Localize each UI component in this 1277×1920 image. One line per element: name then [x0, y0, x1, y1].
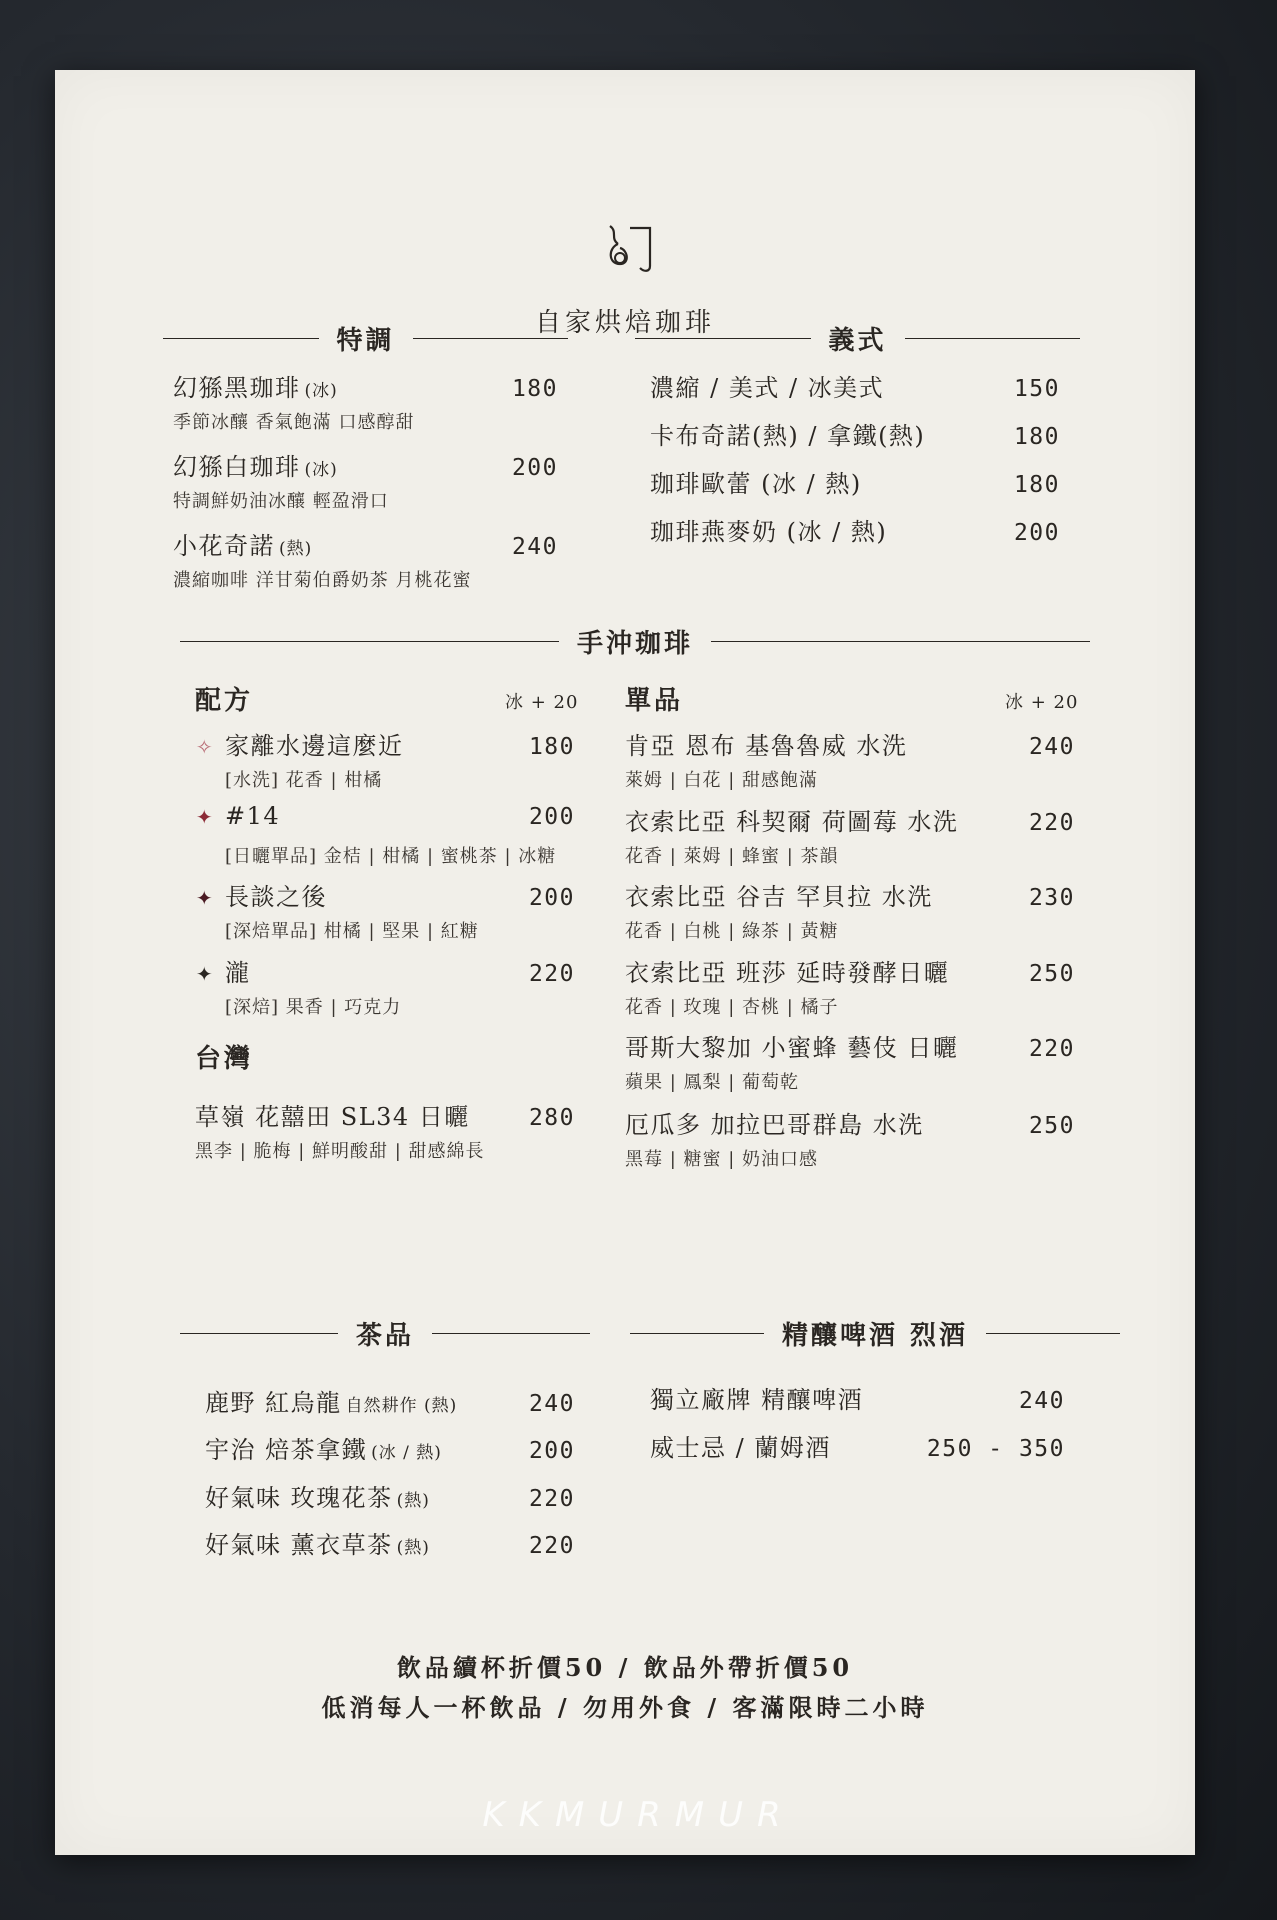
menu-item: ✧ 家離水邊這麼近 180	[195, 732, 575, 760]
menu-item: 濃縮 / 美式 / 冰美式 150	[650, 374, 1060, 402]
menu-item: 幻猻白珈琲 (冰) 200	[173, 453, 558, 481]
menu-item: 厄瓜多 加拉巴哥群島 水洗 250	[625, 1111, 1075, 1139]
menu-item-desc: 特調鮮奶油冰釀 輕盈滑口	[173, 491, 389, 512]
section-header-signature: 特調	[163, 320, 568, 357]
menu-item-desc: [深焙單品] 柑橘 | 堅果 | 紅糖	[225, 921, 479, 942]
footer-note: 飲品續杯折價50 / 飲品外帶折價50	[396, 1653, 854, 1682]
menu-card	[55, 70, 1195, 1855]
sparkle-icon: ✦	[195, 962, 215, 986]
menu-item: 珈琲燕麥奶 (冰 / 熱) 200	[650, 518, 1060, 546]
menu-item: 珈琲歐蕾 (冰 / 熱) 180	[650, 470, 1060, 498]
sparkle-icon: ✦	[195, 805, 215, 829]
menu-item-desc: 萊姆 | 白花 | 甜感飽滿	[625, 770, 819, 791]
menu-item: 卡布奇諾(熱) / 拿鐵(熱) 180	[650, 422, 1060, 450]
menu-item: 好氣味 玫瑰花茶 (熱) 220	[205, 1484, 575, 1512]
brand-subtitle: 自家烘焙珈琲	[534, 308, 715, 338]
menu-item: 衣索比亞 谷吉 罕貝拉 水洗 230	[625, 883, 1075, 911]
menu-item: 威士忌 / 蘭姆酒 250 - 350	[650, 1434, 1065, 1462]
sparkle-icon: ✦	[195, 886, 215, 910]
subsection-title-single: 單品	[625, 686, 684, 716]
menu-item: 鹿野 紅烏龍 自然耕作 (熱) 240	[205, 1389, 575, 1417]
menu-item-desc: 黑莓 | 糖蜜 | 奶油口感	[625, 1149, 819, 1170]
menu-item-desc: 濃縮咖啡 洋甘菊伯爵奶茶 月桃花蜜	[173, 570, 472, 591]
menu-item: 宇治 焙茶拿鐵 (冰 / 熱) 200	[205, 1436, 575, 1464]
menu-item-desc: 蘋果 | 鳳梨 | 葡萄乾	[625, 1072, 800, 1093]
menu-item-desc: [日曬單品] 金桔 | 柑橘 | 蜜桃茶 | 冰糖	[225, 846, 557, 867]
menu-item-desc: 花香 | 玫瑰 | 杏桃 | 橘子	[625, 997, 839, 1018]
menu-item-desc: 花香 | 萊姆 | 蜂蜜 | 茶韻	[625, 846, 839, 867]
menu-item: 草嶺 花囍田 SL34 日曬 280	[195, 1103, 575, 1131]
menu-item-desc: [深焙] 果香 | 巧克力	[225, 997, 402, 1018]
footer-note: 低消每人一杯飲品 / 勿用外食 / 客滿限時二小時	[321, 1693, 929, 1722]
ice-surcharge: 冰 + 20	[505, 692, 579, 713]
menu-item: 好氣味 薰衣草茶 (熱) 220	[205, 1531, 575, 1559]
subsection-title-blend: 配方	[195, 686, 254, 716]
menu-item-desc: 黑李 | 脆梅 | 鮮明酸甜 | 甜感綿長	[195, 1141, 485, 1162]
section-header-tea: 茶品	[180, 1315, 590, 1352]
menu-item: ✦ #14 200	[195, 802, 575, 830]
menu-item: 哥斯大黎加 小蜜蜂 藝伎 日曬 220	[625, 1034, 1075, 1062]
section-header-espresso: 義式	[635, 320, 1080, 357]
menu-item: 衣索比亞 科契爾 荷圖莓 水洗 220	[625, 808, 1075, 836]
menu-item: 衣索比亞 班莎 延時發酵日曬 250	[625, 959, 1075, 987]
logo-icon	[600, 218, 660, 278]
ice-surcharge: 冰 + 20	[1005, 692, 1079, 713]
section-header-alcohol: 精釀啤酒 烈酒	[630, 1315, 1120, 1352]
menu-item-desc: 花香 | 白桃 | 綠茶 | 黃糖	[625, 921, 839, 942]
menu-item: 幻猻黑珈琲 (冰) 180	[173, 374, 558, 402]
sparkle-icon: ✧	[195, 735, 215, 759]
menu-item: 肯亞 恩布 基魯魯威 水洗 240	[625, 732, 1075, 760]
menu-item-desc: [水洗] 花香 | 柑橘	[225, 770, 383, 791]
watermark: KKMURMUR	[482, 1795, 795, 1835]
subsection-title-taiwan: 台灣	[195, 1044, 254, 1074]
menu-item: ✦ 瀧 220	[195, 959, 575, 987]
section-header-pourover: 手沖珈琲	[180, 623, 1090, 660]
menu-item: ✦ 長談之後 200	[195, 883, 575, 911]
menu-item-desc: 季節冰釀 香氣飽滿 口感醇甜	[173, 412, 415, 433]
menu-item: 獨立廠牌 精釀啤酒 240	[650, 1386, 1065, 1414]
menu-item: 小花奇諾 (熱) 240	[173, 532, 558, 560]
